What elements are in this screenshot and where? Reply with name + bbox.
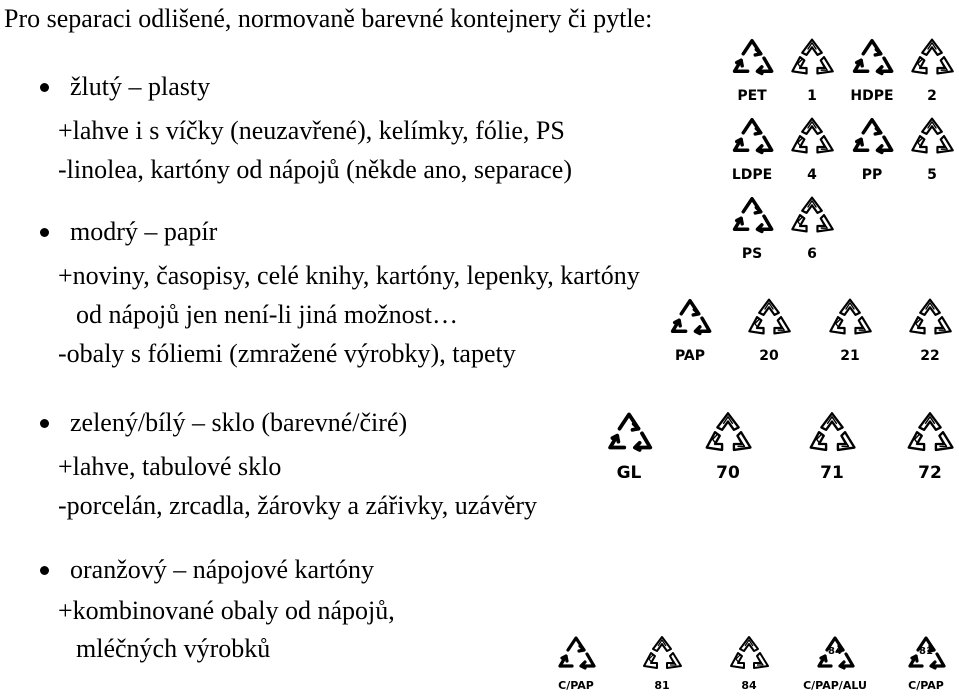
recycling-arrows-icon (908, 113, 956, 157)
recycle-code-label: LDPE (731, 167, 773, 183)
recycle-code-label: 5 (927, 167, 937, 183)
recycle-code-label: PAP (674, 348, 706, 364)
recycle-code-label: PS (741, 246, 763, 262)
section-heading-green: zelený/bílý – sklo (barevné/čiré) (70, 408, 408, 437)
recycle-symbol-20 (745, 294, 793, 364)
recycle-code-label: 6 (807, 246, 817, 262)
recycle-symbol-c-pap-2 (904, 630, 948, 692)
recycle-symbol-84 (727, 630, 771, 692)
recycling-triangle-icon (848, 34, 896, 78)
recycling-arrows-icon (745, 294, 793, 338)
recycling-arrows-icon (788, 34, 836, 78)
recycle-symbol-c-pap-alu (803, 630, 867, 692)
recycling-arrows-icon (640, 630, 684, 674)
recycling-triangle-icon (728, 113, 776, 157)
recycling-arrows-icon (788, 192, 836, 236)
recycling-triangle-icon (666, 294, 714, 338)
recycle-symbol-72 (904, 406, 956, 482)
recycle-symbol-pp (848, 113, 896, 183)
recycling-triangle-icon (728, 192, 776, 236)
page-title: Pro separaci odlišené, normovaně barevné kontejnery či pytle: (4, 4, 653, 33)
recycle-code-label: 22 (920, 348, 940, 364)
text-line: +noviny, časopisy, celé knihy, kartóny, lepenky, kartóny (58, 261, 640, 290)
recycling-arrows-icon (806, 406, 858, 456)
recycle-code-label: 2 (927, 88, 937, 104)
recycle-symbol-1 (788, 34, 836, 104)
text-line: +lahve, tabulové sklo (58, 452, 282, 481)
recycle-code-label: PET (737, 88, 767, 104)
recycle-code-label: 72 (918, 463, 942, 483)
section-heading-blue: modrý – papír (70, 217, 218, 246)
recycle-code-label: 81 (654, 679, 670, 692)
recycle-symbol-71 (806, 406, 858, 482)
recycle-symbol-pap (666, 294, 714, 364)
recycling-triangle-icon (554, 630, 598, 674)
recycling-arrows-icon (904, 406, 956, 456)
text-line: mléčných výrobků (76, 634, 271, 663)
text-line: +kombinované obaly od nápojů, (58, 596, 395, 625)
recycle-symbol-pet (728, 34, 776, 104)
section-heading-orange: oranžový – nápojové kartóny (70, 555, 374, 584)
recycle-inner-number: 81 (919, 646, 933, 657)
recycle-code-label: 71 (820, 463, 844, 483)
recycling-arrows-icon (788, 113, 836, 157)
text-line: od nápojů jen není-li jiná možnost… (76, 300, 458, 329)
recycling-arrows-icon (908, 34, 956, 78)
text-line: -obaly s fóliemi (zmražené výrobky), tapety (58, 339, 516, 368)
recycle-symbol-5 (908, 113, 956, 183)
recycle-code-label: HDPE (850, 88, 894, 104)
recycling-arrows-icon (826, 294, 874, 338)
recycling-arrows-icon (702, 406, 754, 456)
recycle-symbol-ps (728, 192, 776, 262)
recycle-code-label: 20 (759, 348, 779, 364)
recycle-symbol-21 (826, 294, 874, 364)
recycle-symbol-6 (788, 192, 836, 262)
recycle-code-label: C/PAP (908, 679, 944, 692)
recycle-code-label: C/PAP (558, 679, 594, 692)
text-line: -linolea, kartóny od nápojů (někde ano, separace) (58, 155, 573, 184)
recycle-symbol-22 (906, 294, 954, 364)
recycle-code-label: C/PAP/ALU (803, 679, 867, 692)
recycle-symbol-c-pap (554, 630, 598, 692)
recycle-code-label: 1 (807, 88, 817, 104)
recycle-symbol-81 (640, 630, 684, 692)
text-line: -porcelán, zrcadla, žárovky a zářivky, uzávěry (58, 491, 538, 520)
recycling-arrows-icon (727, 630, 771, 674)
recycling-arrows-icon (906, 294, 954, 338)
recycle-symbol-ldpe (728, 113, 776, 183)
recycle-code-label: PP (861, 167, 883, 183)
recycling-triangle-icon (603, 406, 655, 456)
recycle-code-label: GL (616, 463, 642, 483)
recycle-symbol-hdpe (848, 34, 896, 104)
text-line: +lahve i s víčky (neuzavřené), kelímky, fólie, PS (58, 116, 565, 145)
recycling-triangle-icon (728, 34, 776, 78)
recycling-triangle-icon (848, 113, 896, 157)
recycle-inner-number: 84 (828, 646, 842, 657)
recycle-symbol-70 (702, 406, 754, 482)
recycle-code-label: 70 (716, 463, 740, 483)
recycle-code-label: 21 (840, 348, 860, 364)
section-heading-yellow: žlutý – plasty (70, 72, 211, 101)
recycle-symbol-2 (908, 34, 956, 104)
recycle-symbol-4 (788, 113, 836, 183)
recycle-code-label: 4 (807, 167, 817, 183)
recycle-symbol-gl (603, 406, 655, 482)
recycle-code-label: 84 (741, 679, 757, 692)
